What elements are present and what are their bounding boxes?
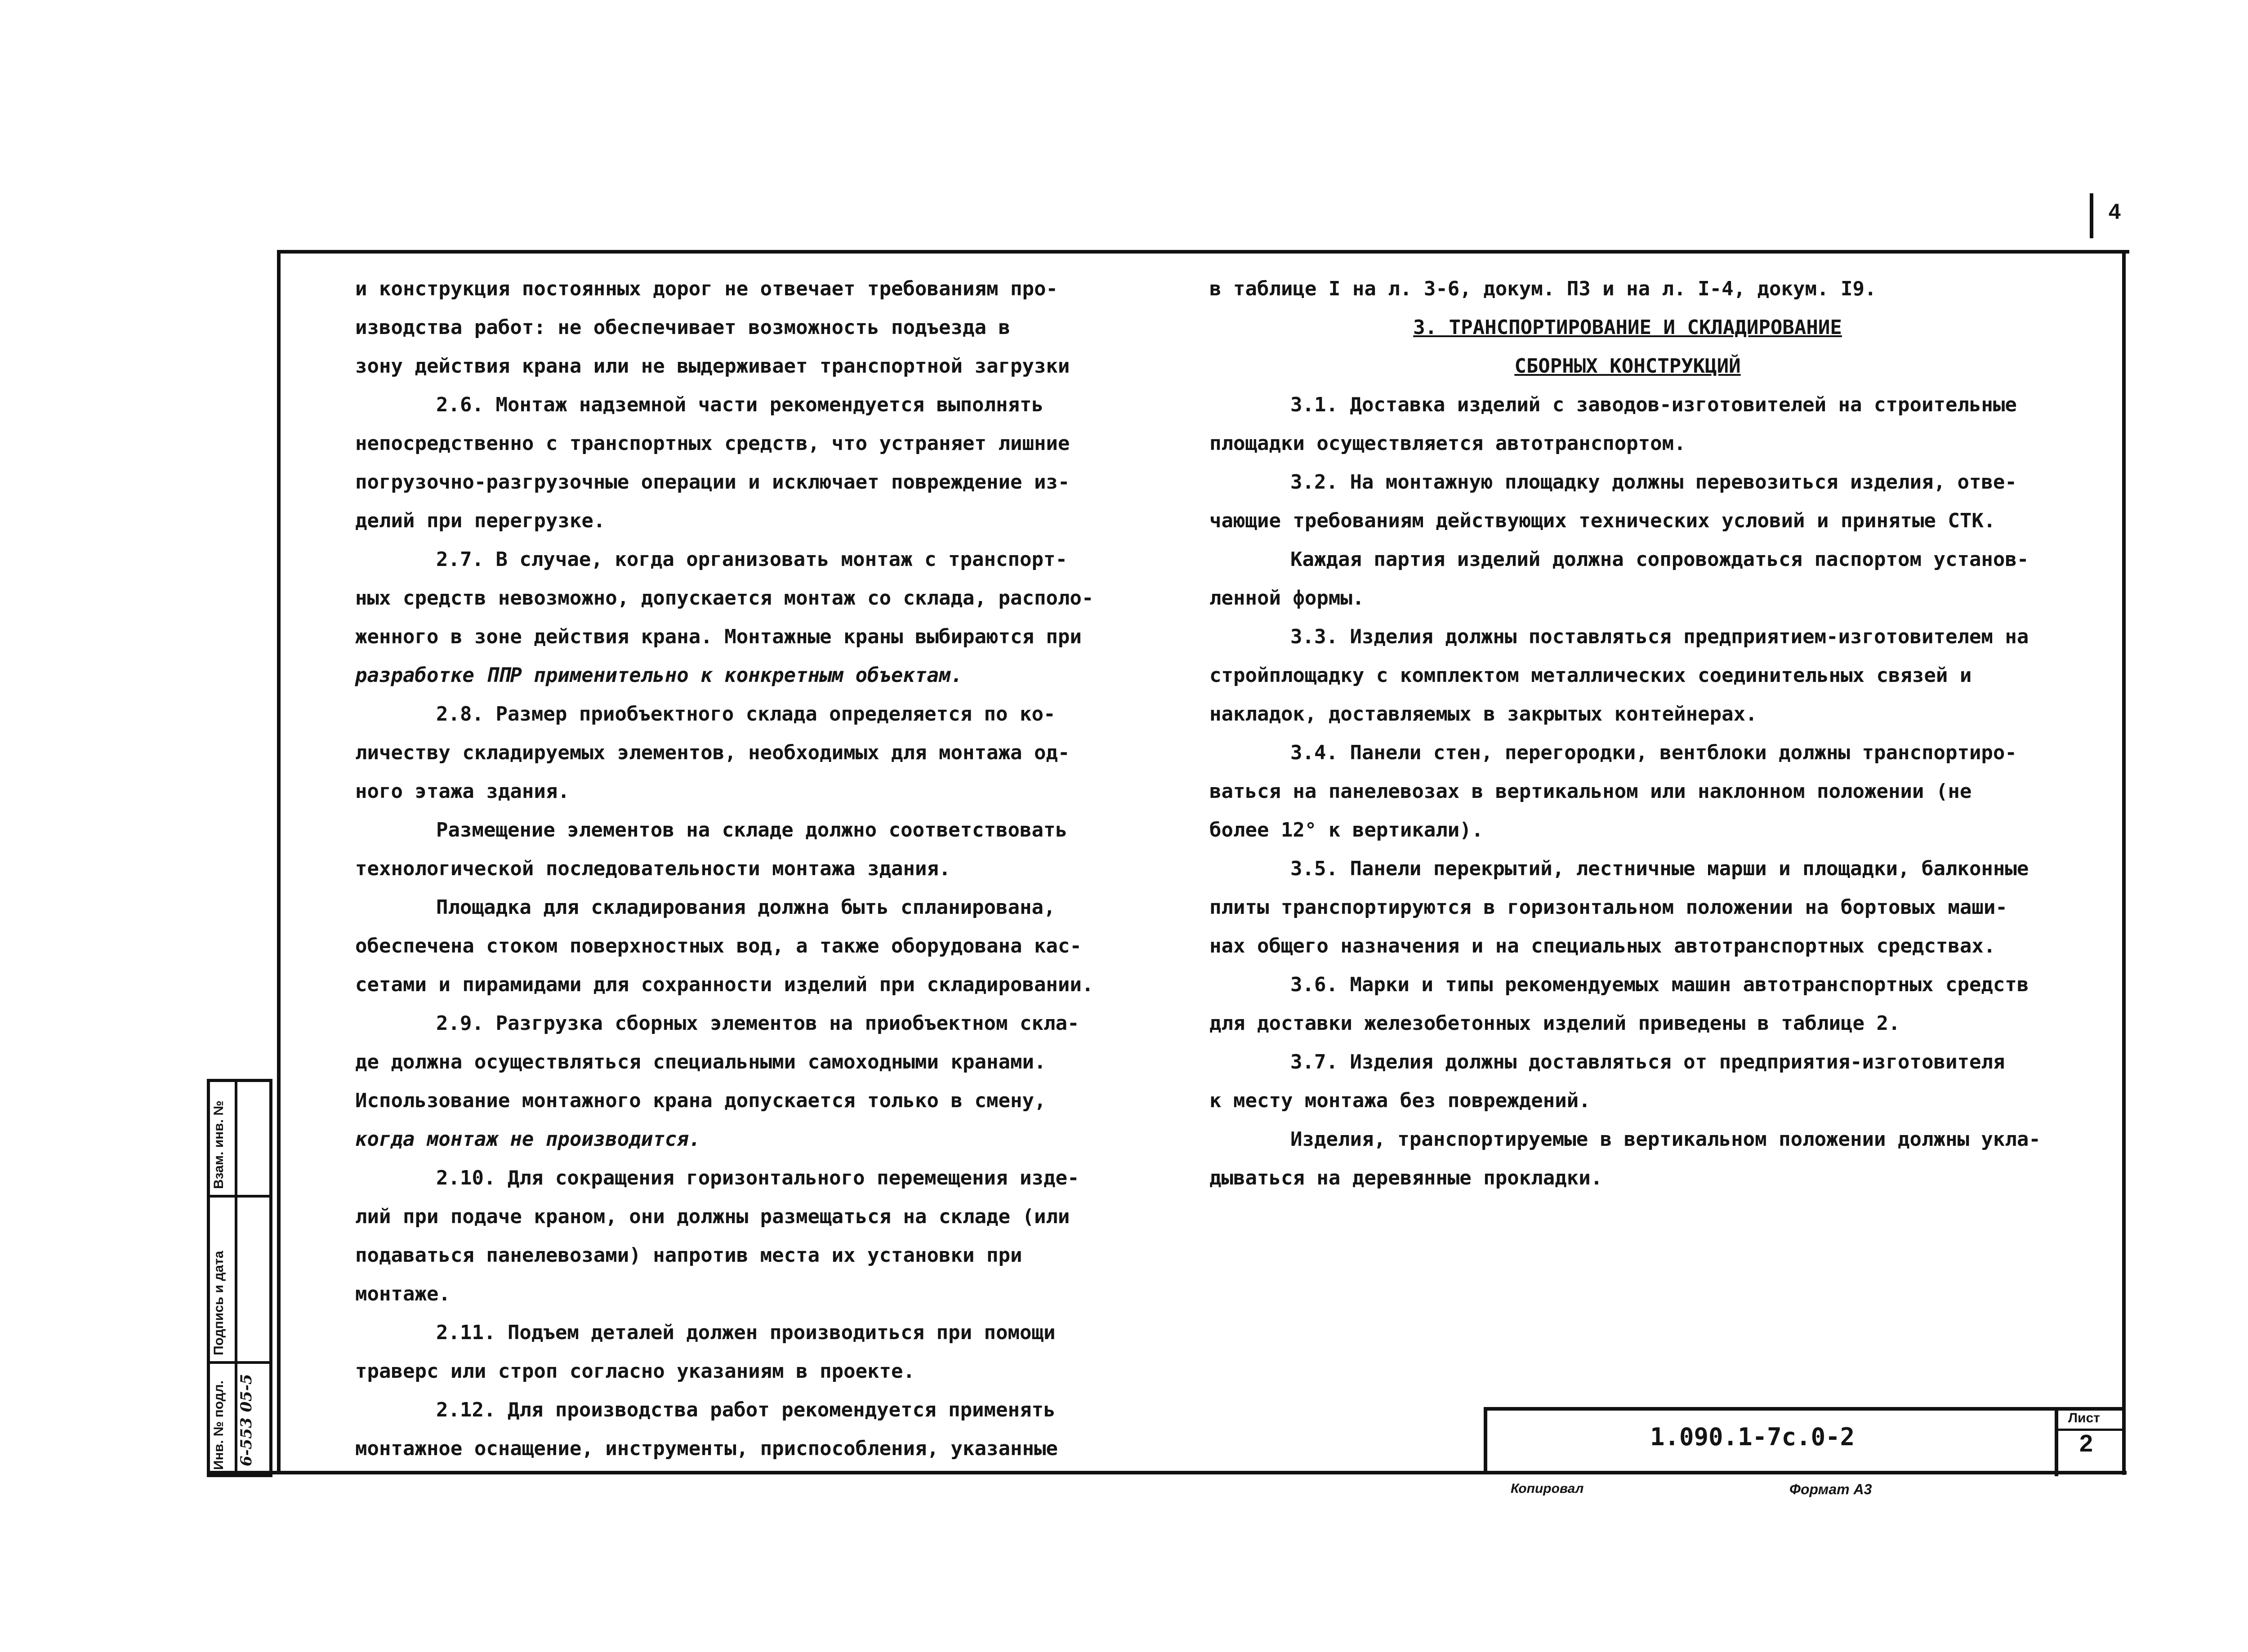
text-line: Размещение элементов на складе должно соответствовать xyxy=(436,819,1067,842)
text-line: для доставки железобетонных изделий приведены в таблице 2. xyxy=(1209,1012,1900,1035)
side-handwritten-number: 6-553 05-5 xyxy=(237,1374,255,1466)
text-line: делий при перегрузке. xyxy=(355,509,606,532)
text-line: и конструкция постоянных дорог не отвечает требованиям про- xyxy=(355,277,1058,300)
text-line: 2.7. В случае, когда организовать монтаж с транспорт- xyxy=(436,548,1067,571)
text-line: непосредственно с транспортных средств, что устраняет лишние xyxy=(355,432,1070,455)
side-inv-no: Инв. № подл. xyxy=(211,1380,226,1470)
text-line: зону действия крана или не выдерживает транспортной загрузки xyxy=(355,355,1070,378)
text-line: к месту монтажа без повреждений. xyxy=(1209,1089,1591,1112)
text-line: подаваться панелевозами) напротив места их установки при xyxy=(355,1244,1022,1267)
text-line: 3.1. Доставка изделий с заводов-изготовителей на строительные xyxy=(1290,393,2017,416)
text-line: Каждая партия изделий должна сопровождаться паспортом установ- xyxy=(1290,548,2029,571)
text-line: 2.6. Монтаж надземной части рекомендуется выполнять xyxy=(436,393,1044,416)
text-line: ваться на панелевозах в вертикальном или наклонном положении (не xyxy=(1209,780,1972,803)
text-line: 2.12. Для производства работ рекомендуется применять xyxy=(436,1398,1056,1421)
footer-copied: Копировал xyxy=(1511,1481,1584,1496)
text-line: 2.8. Размер приобъектного склада определяется по ко- xyxy=(436,703,1056,726)
corner-tick xyxy=(2090,193,2093,238)
text-line: 3.3. Изделия должны поставляться предприятием-изготовителем на xyxy=(1290,625,2029,648)
text-line: разработке ППР применительно к конкретным объектам. xyxy=(355,664,963,687)
side-replace-inv: Взам. инв. № xyxy=(211,1100,226,1189)
text-line: ных средств невозможно, допускается монтаж со склада, располо- xyxy=(355,587,1094,610)
left-text-column xyxy=(355,270,1097,1468)
text-line: 3.5. Панели перекрытий, лестничные марши и площадки, балконные xyxy=(1290,857,2029,880)
text-line: 3.2. На монтажную площадку должны перевозиться изделия, отве- xyxy=(1290,471,2017,494)
text-line: Площадка для складирования должна быть спланирована, xyxy=(436,896,1056,919)
text-line: ного этажа здания. xyxy=(355,780,570,803)
stamp-separator xyxy=(2055,1409,2058,1476)
text-line: монтажное оснащение, инструменты, приспособления, указанные xyxy=(355,1437,1058,1460)
text-line: Использование монтажного крана допускается только в смену, xyxy=(355,1089,1046,1112)
text-line: чающие требованиям действующих технических условий и принятые СТК. xyxy=(1209,509,1996,532)
text-line: женного в зоне действия крана. Монтажные краны выбираются при xyxy=(355,625,1082,648)
text-line: 3.6. Марки и типы рекомендуемых машин автотранспортных средств xyxy=(1290,973,2029,996)
text-line: обеспечена стоком поверхностных вод, а также оборудована кас- xyxy=(355,935,1082,957)
text-line: нах общего назначения и на специальных автотранспортных средствах. xyxy=(1209,935,1996,957)
text-line: 3.4. Панели стен, перегородки, вентблоки должны транспортиро- xyxy=(1290,741,2017,764)
text-line: ленной формы. xyxy=(1209,587,1365,610)
text-line: лий при подаче краном, они должны размещаться на складе (или xyxy=(355,1205,1070,1228)
side-stamp-row-line xyxy=(207,1361,272,1364)
text-line: 3.7. Изделия должны доставляться от предприятия-изготовителя xyxy=(1290,1051,2005,1073)
text-line: технологической последовательности монтажа здания. xyxy=(355,857,951,880)
text-line: монтаже. xyxy=(355,1282,450,1305)
document-code: 1.090.1-7с.0-2 xyxy=(1650,1423,1855,1451)
text-line: де должна осуществляться специальными самоходными кранами. xyxy=(355,1051,1046,1073)
side-sign-date: Подпись и дата xyxy=(211,1251,226,1355)
text-line: траверс или строп согласно указаниям в проекте. xyxy=(355,1360,915,1383)
text-line: площадки осуществляется автотранспортом. xyxy=(1209,432,1686,455)
text-line: 2.11. Подъем деталей должен производиться при помощи xyxy=(436,1321,1056,1344)
sheet-value: 2 xyxy=(2079,1430,2093,1457)
footer-format: Формат А3 xyxy=(1789,1481,1872,1497)
text-line: более 12° к вертикали). xyxy=(1209,819,1484,842)
side-stamp-row-line xyxy=(207,1195,272,1198)
frame-right-line xyxy=(2122,250,2126,1475)
text-line: сетами и пирамидами для сохранности изделий при складировании. xyxy=(355,973,1094,996)
text-line: изводства работ: не обеспечивает возможность подъезда в xyxy=(355,316,1010,339)
sheet-label: Лист xyxy=(2068,1411,2100,1425)
section-title: 3. ТРАНСПОРТИРОВАНИЕ И СКЛАДИРОВАНИЕ xyxy=(1413,316,1842,339)
text-line: дываться на деревянные прокладки. xyxy=(1209,1167,1603,1189)
text-line: личеству складируемых элементов, необходимых для монтажа од- xyxy=(355,741,1070,764)
text-line: погрузочно-разгрузочные операции и исключает повреждение из- xyxy=(355,471,1070,494)
text-line: стройплощадку с комплектом металлических соединительных связей и xyxy=(1209,664,1972,687)
text-line: когда монтаж не производится. xyxy=(355,1128,701,1151)
page-sheet-number: 4 xyxy=(2109,200,2121,224)
frame-top-line xyxy=(277,250,2129,254)
frame-left-line xyxy=(277,250,281,1473)
text-line: плиты транспортируются в горизонтальном положении на бортовых маши- xyxy=(1209,896,2007,919)
right-text-column xyxy=(1209,270,2046,1198)
text-line: 2.10. Для сокращения горизонтального перемещения изде- xyxy=(436,1167,1079,1189)
section-title: СБОРНЫХ КОНСТРУКЦИЙ xyxy=(1514,355,1741,378)
text-line: 2.9. Разгрузка сборных элементов на приобъектном скла- xyxy=(436,1012,1079,1035)
text-line: Изделия, транспортируемые в вертикальном положении должны укла- xyxy=(1290,1128,2041,1151)
text-line: в таблице I на л. 3-6, докум. П3 и на л. I-4, докум. I9. xyxy=(1209,277,1877,300)
text-line: накладок, доставляемых в закрытых контейнерах. xyxy=(1209,703,1757,726)
